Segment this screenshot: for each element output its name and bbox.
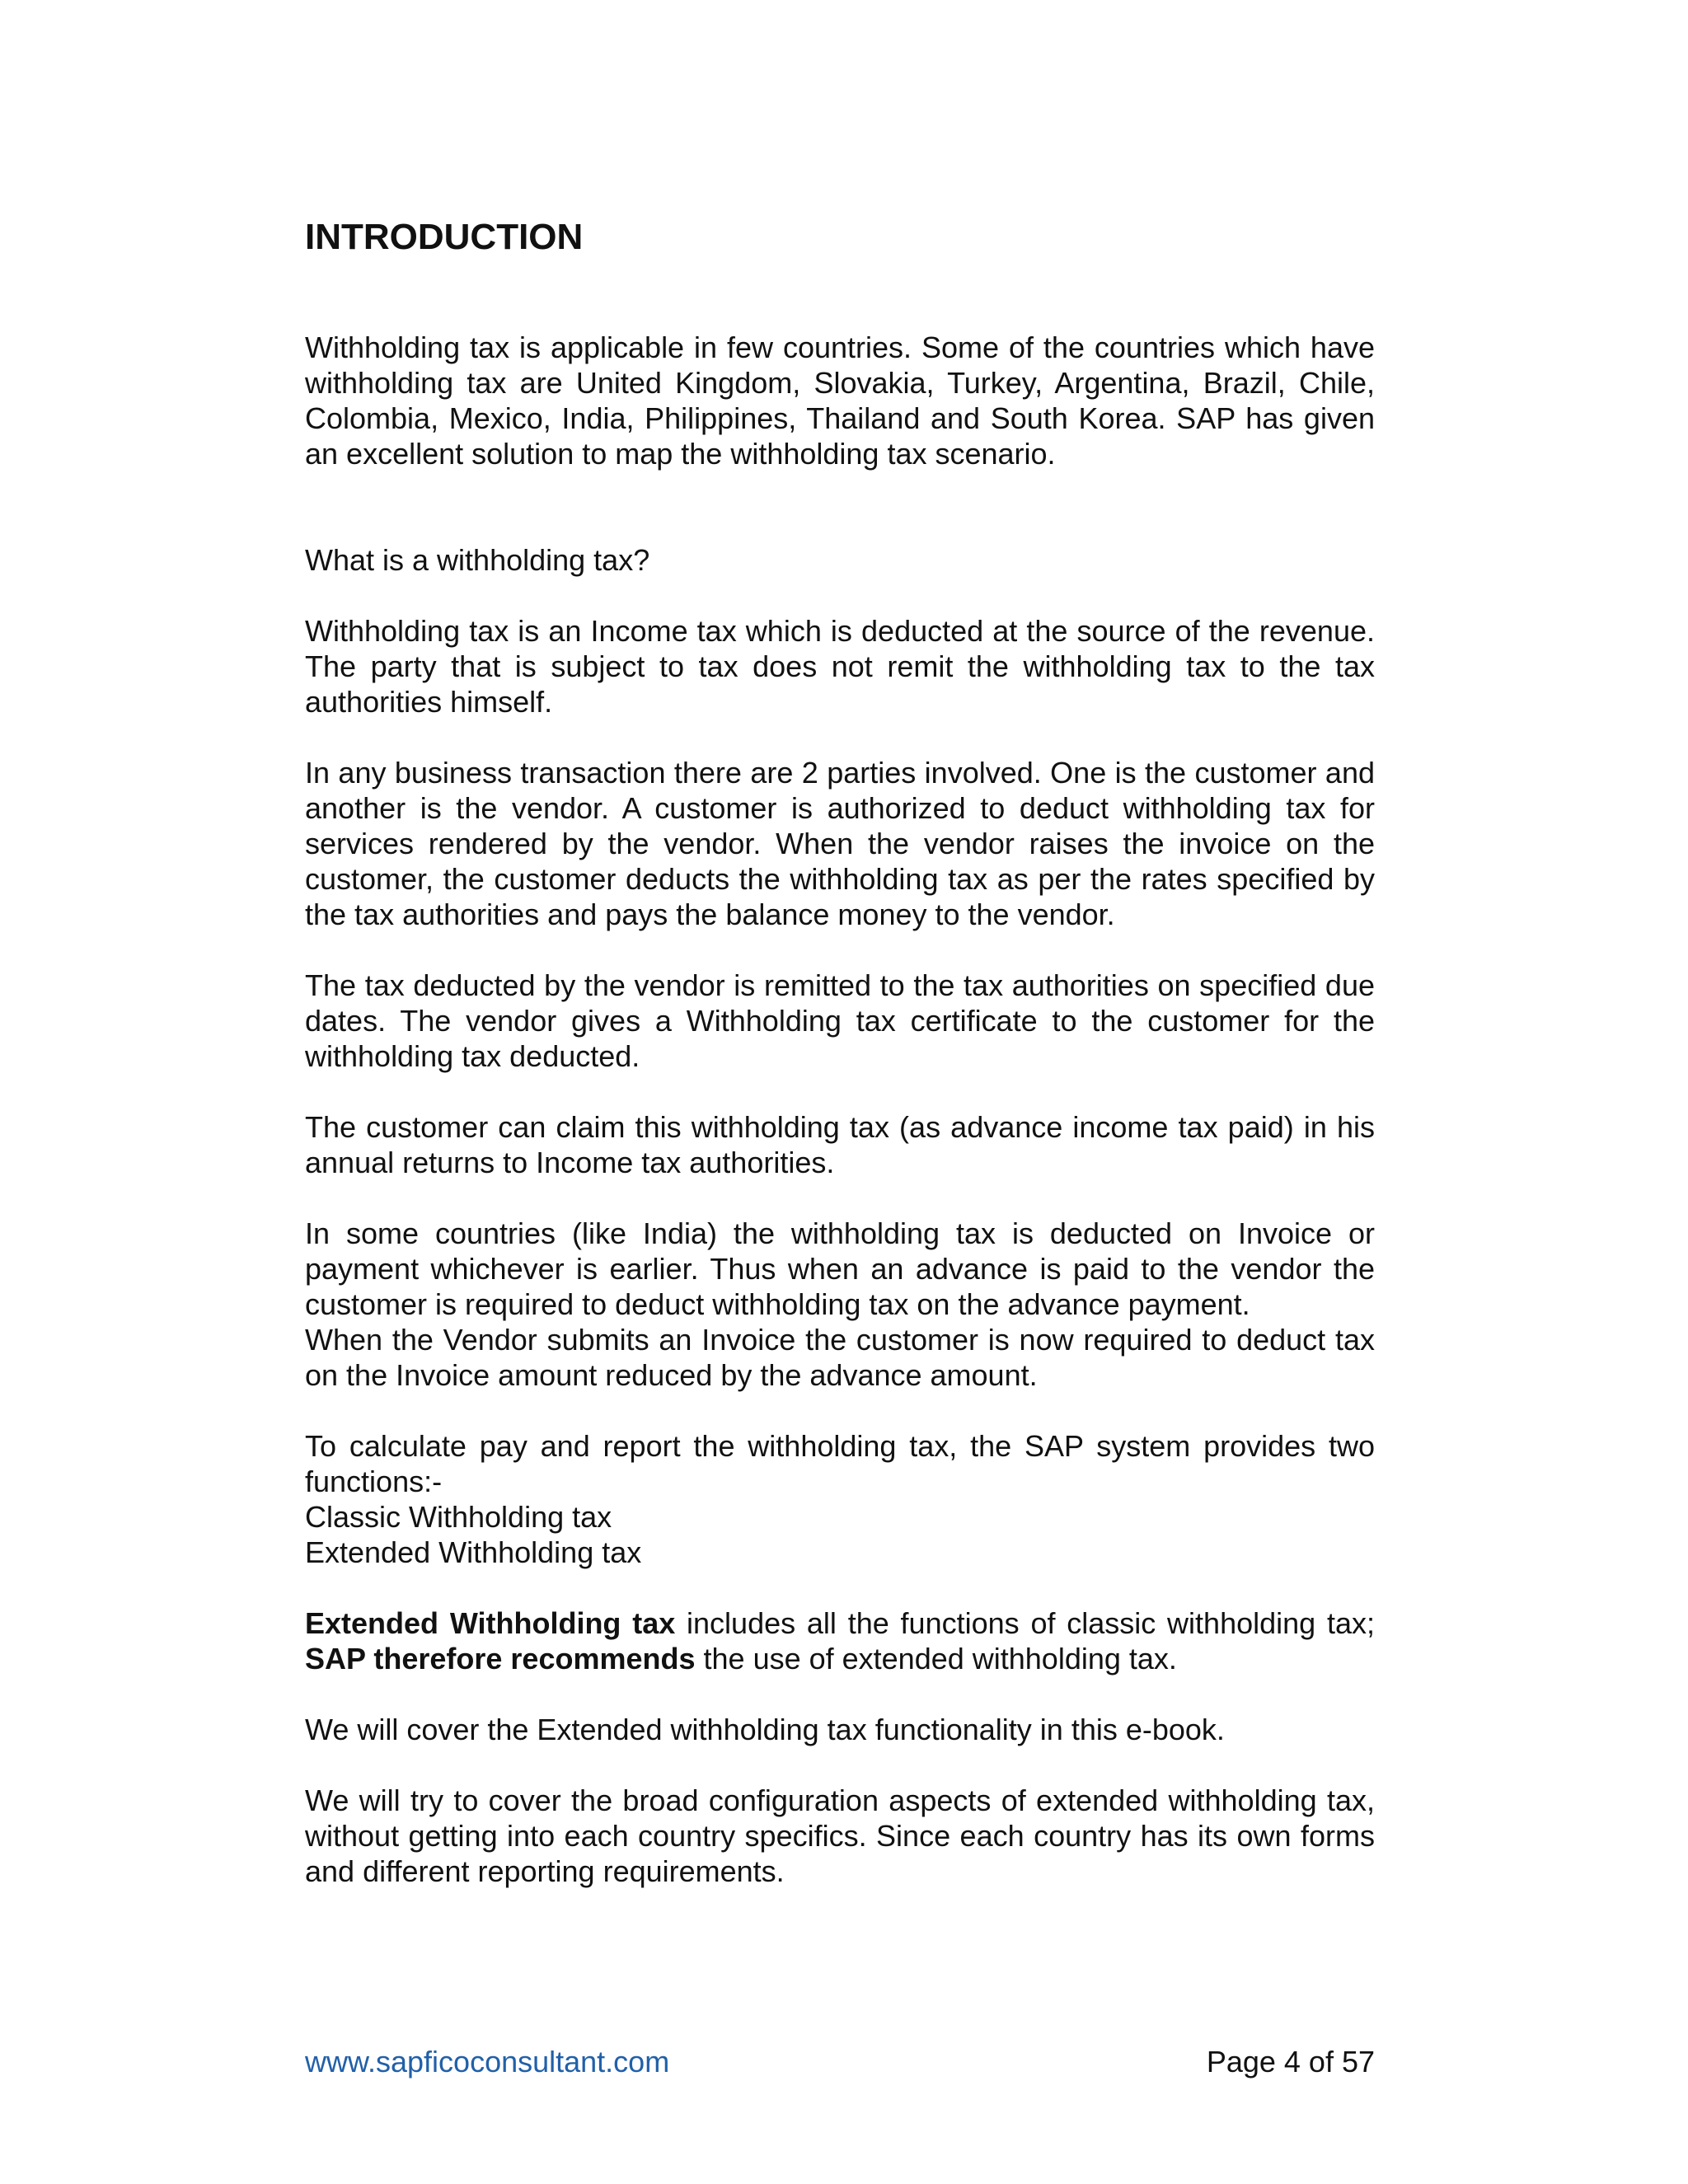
transaction-paragraph: In any business transaction there are 2 parties involved. One is the customer and another is the vendor. A customer is authorized to deduct withholding tax for services rendered by the vendor. When the vendor raises the invoice on the customer, the customer deducts the withholding tax as per the rates specified by the tax authorities and pays the balance money to the vendor. bbox=[305, 756, 1375, 931]
definition-paragraph: Withholding tax is an Income tax which is deducted at the source of the revenue. The party that is subject to tax does not remit the withholding tax to the tax authorities himself. bbox=[305, 614, 1375, 719]
page-number: Page 4 of 57 bbox=[1206, 2045, 1375, 2079]
advance-paragraph-block bbox=[305, 1216, 1375, 1393]
question-heading: What is a withholding tax? bbox=[305, 543, 650, 577]
scope-paragraph: We will try to cover the broad configuration aspects of extended withholding tax, without getting into each country specifics. Since each country has its own forms and different reporting requirements. bbox=[305, 1783, 1375, 1888]
remittance-paragraph: The tax deducted by the vendor is remitted to the tax authorities on specified due dates. The vendor gives a Withholding tax certificate to the customer for the withholding tax deducted. bbox=[305, 968, 1375, 1073]
recommendation-bold-2: SAP therefore recommends bbox=[305, 1642, 696, 1675]
footer-website-link[interactable]: www.sapficoconsultant.com bbox=[305, 2045, 670, 2079]
recommendation-text-2: the use of extended withholding tax. bbox=[695, 1642, 1177, 1675]
page-title: INTRODUCTION bbox=[305, 217, 584, 257]
intro-paragraph: Withholding tax is applicable in few countries. Some of the countries which have withholding tax are United Kingdom, Slovakia, Turkey, Argentina, Brazil, Chile, Colombia, Mexico, India, Philippines, Thailand and South Korea. SAP has given an excellent solution to map the withholding tax scenario. bbox=[305, 330, 1375, 471]
list-item-extended: Extended Withholding tax bbox=[305, 1535, 642, 1569]
functions-block bbox=[305, 1428, 1375, 1570]
body-content bbox=[305, 330, 1375, 1889]
advance-paragraph: In some countries (like India) the withholding tax is deducted on Invoice or payment whichever is earlier. Thus when an advance is paid to the vendor the customer is required to deduct withholding tax on the advance payment. bbox=[305, 1216, 1375, 1321]
recommendation-text-1: includes all the functions of classic withholding tax; bbox=[675, 1606, 1375, 1640]
functions-paragraph: To calculate pay and report the withholding tax, the SAP system provides two functions:- bbox=[305, 1429, 1375, 1498]
recommendation-bold-1: Extended Withholding tax bbox=[305, 1606, 676, 1640]
recommendation-paragraph bbox=[305, 1605, 1375, 1676]
claim-paragraph: The customer can claim this withholding tax (as advance income tax paid) in his annual returns to Income tax authorities. bbox=[305, 1110, 1375, 1179]
coverage-paragraph: We will cover the Extended withholding tax functionality in this e-book. bbox=[305, 1713, 1225, 1746]
invoice-paragraph: When the Vendor submits an Invoice the customer is now required to deduct tax on the Invoice amount reduced by the advance amount. bbox=[305, 1323, 1375, 1392]
list-item-classic: Classic Withholding tax bbox=[305, 1500, 612, 1534]
